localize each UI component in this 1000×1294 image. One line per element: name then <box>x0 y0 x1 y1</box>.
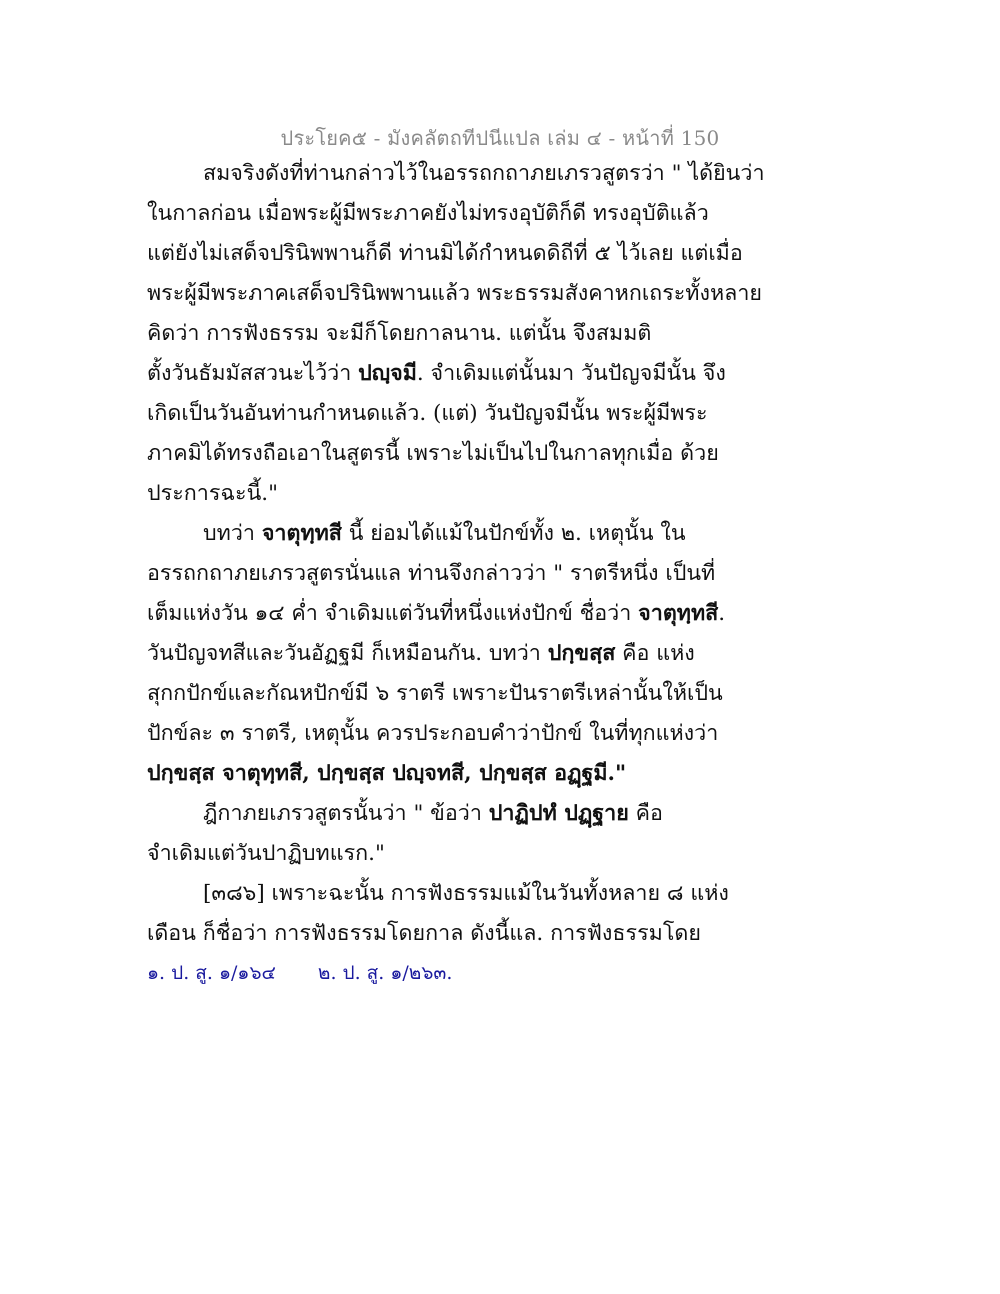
line-text: ในกาลก่อน เมื่อพระผู้มีพระภาคยังไม่ทรงอุบัติก็ดี ทรงอุบัติแล้ว <box>147 201 709 226</box>
text-line <box>147 554 716 594</box>
line-text: . <box>718 601 726 626</box>
line-text: คิดว่า การฟังธรรม จะมีก็โดยกาลนาน. แต่นั้น จึงสมมติ <box>147 321 652 346</box>
text-line <box>147 914 707 954</box>
text-line <box>147 274 762 314</box>
line-text: จำเดิมแต่วันปาฏิบทแรก." <box>147 841 385 866</box>
text-line <box>147 234 743 274</box>
line-text: เกิดเป็นวันอันท่านกำหนดแล้ว. (แต่) วันปัญจมีนั้น พระผู้มีพระ <box>147 401 708 426</box>
line-text: นี้ ย่อมได้แม้ในปักข์ทั้ง ๒. เหตุนั้น ใน <box>341 521 686 546</box>
text-line <box>147 714 719 754</box>
line-text: วันปัญจทสีและวันอัฏฐมี ก็เหมือนกัน. บทว่า <box>147 641 548 666</box>
footnote-ref: ๒. ป. สู. ๑/๒๖๓. <box>317 962 453 984</box>
bold-term: ปญฺจมี <box>358 361 417 386</box>
line-text: แต่ยังไม่เสด็จปรินิพพานก็ดี ท่านมิได้กำหนดดิถีที่ ๕ ไว้เลย แต่เมื่อ <box>147 241 743 266</box>
text-line <box>147 754 707 794</box>
line-text: สมจริงดังที่ท่านกล่าวไว้ในอรรถกถาภยเภรวสูตรว่า " ได้ยินว่า <box>203 161 765 186</box>
text-line <box>147 314 707 354</box>
bold-term: ปาฏิปทํ ปฏฺฐาย <box>488 801 629 826</box>
text-line <box>147 154 765 194</box>
text-line <box>147 634 707 674</box>
page-header: ประโยค๕ - มังคลัตถทีปนีแปล เล่ม ๔ - หน้าที่ 150 <box>280 126 720 150</box>
bold-term: ปกฺขสฺส <box>547 641 616 666</box>
text-line <box>147 834 707 874</box>
line-text: คือ <box>628 801 663 826</box>
line-text: เต็มแห่งวัน ๑๔ ค่ำ จำเดิมแต่วันที่หนึ่งแห่งปักข์ ชื่อว่า <box>147 601 639 626</box>
text-line <box>147 794 707 834</box>
line-text: พระผู้มีพระภาคเสด็จปรินิพพานแล้ว พระธรรมสังคาหกเถระทั้งหลาย <box>147 281 762 306</box>
text-line <box>147 394 707 434</box>
text-line <box>147 434 719 474</box>
footnotes <box>147 958 494 988</box>
text-line <box>147 194 707 234</box>
bold-term: จาตุทฺทสี <box>638 601 719 626</box>
bold-term: จาตุทฺทสี <box>261 521 342 546</box>
line-text: คือ แห่ง <box>615 641 695 666</box>
line-text: ประการฉะนี้." <box>147 481 278 506</box>
line-text: ตั้งวันธัมมัสสวนะไว้ว่า <box>147 361 359 386</box>
line-text: ฎีกาภยเภรวสูตรนั้นว่า " ข้อว่า <box>203 801 489 826</box>
text-line <box>147 874 729 914</box>
text-line <box>147 354 726 394</box>
line-text: ปักข์ละ ๓ ราตรี, เหตุนั้น ควรประกอบคำว่าปักข์ ในที่ทุกแห่งว่า <box>147 721 719 746</box>
line-text: ภาคมิได้ทรงถือเอาในสูตรนี้ เพราะไม่เป็นไปในกาลทุกเมื่อ ด้วย <box>147 441 719 466</box>
line-text: . จำเดิมแต่นั้นมา วันปัญจมีนั้น จึง <box>416 361 726 386</box>
footnote-ref: ๑. ป. สู. ๑/๑๖๔ <box>147 962 276 984</box>
bold-term: ปกฺขสฺส จาตุทฺทสี, ปกฺขสฺส ปญฺจทสี, ปกฺขสฺส อฏฺฐมี." <box>147 761 627 786</box>
line-text: สุกกปักข์และกัณหปักข์มี ๖ ราตรี เพราะปันราตรีเหล่านั้นให้เป็น <box>147 681 723 706</box>
text-line <box>147 594 726 634</box>
text-line <box>147 474 707 514</box>
line-text: [๓๘๖] เพราะฉะนั้น การฟังธรรมแม้ในวันทั้งหลาย ๘ แห่ง <box>203 881 729 906</box>
line-text: บทว่า <box>203 521 262 546</box>
line-text: อรรถกถาภยเภรวสูตรนั่นแล ท่านจึงกล่าวว่า " ราตรีหนึ่ง เป็นที่ <box>147 561 716 586</box>
text-line <box>147 514 707 554</box>
document-body <box>147 154 765 954</box>
text-line <box>147 674 723 714</box>
line-text: เดือน ก็ชื่อว่า การฟังธรรมโดยกาล ดังนี้แล. การฟังธรรมโดย <box>147 921 701 946</box>
